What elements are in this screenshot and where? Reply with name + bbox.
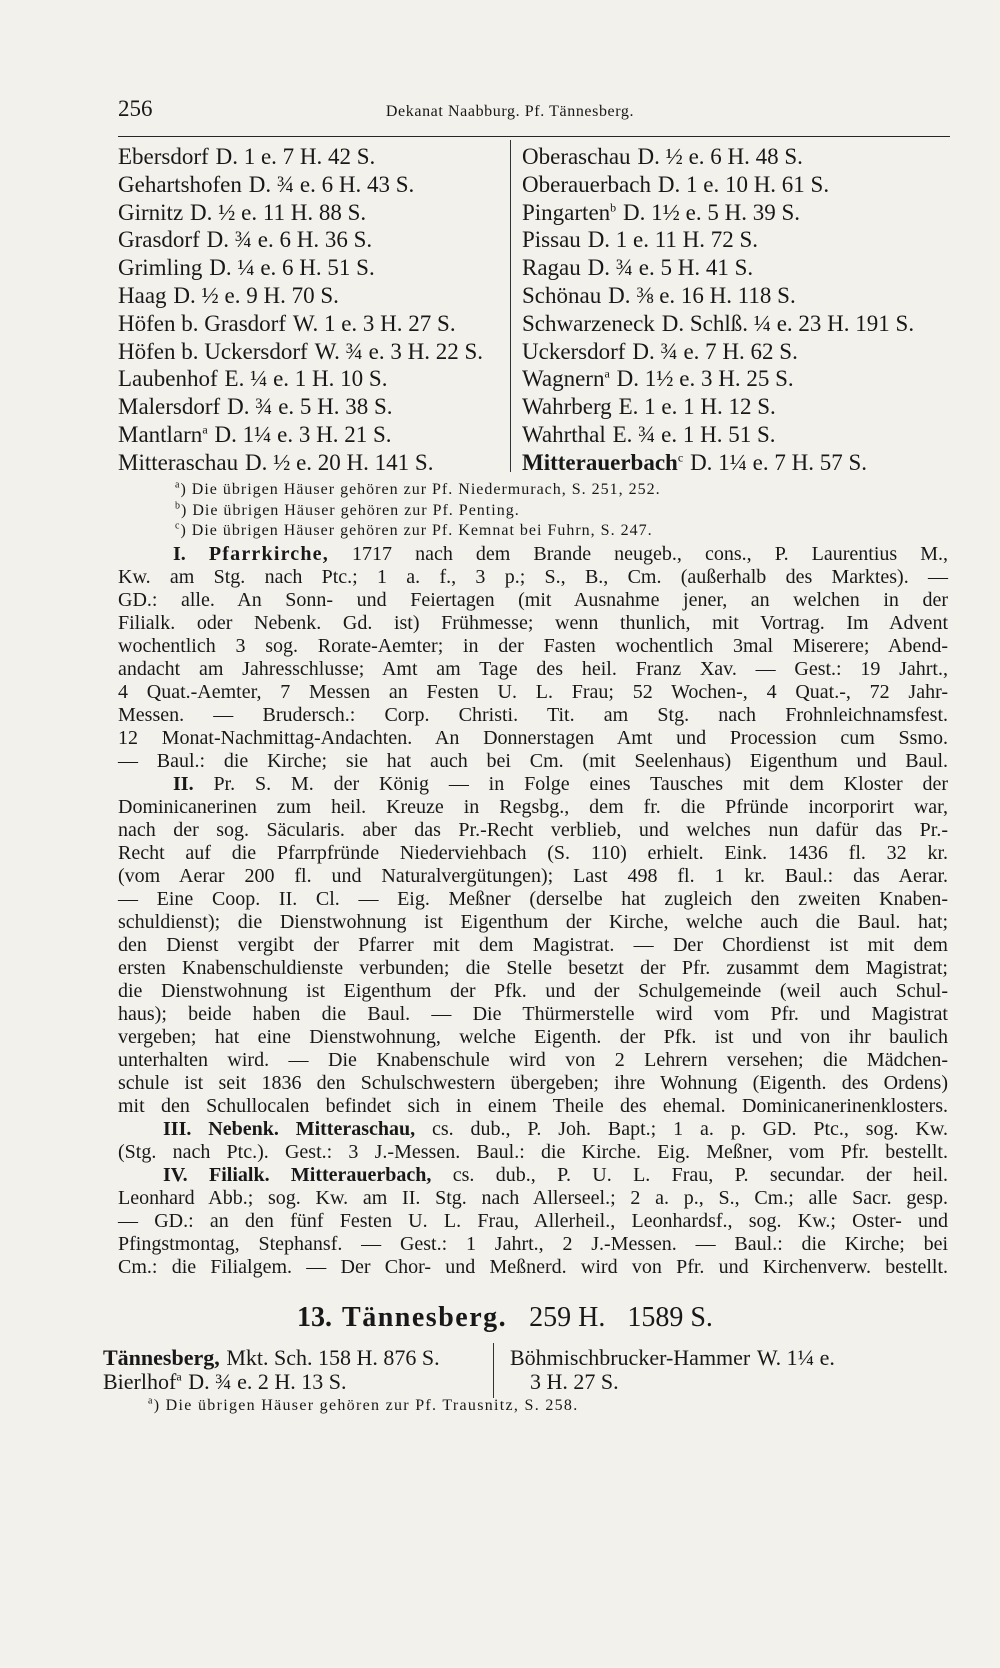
line-text: cs. dub., P. U. L. Frau, P. secundar. der heil. <box>452 1164 949 1186</box>
place-info: E. ¾ e. 1 H. 51 S. <box>612 421 776 447</box>
text-line <box>118 773 948 796</box>
place-info: W. ¾ e. 3 H. 22 S. <box>314 338 484 364</box>
place-info: D. 1½ e. 3 H. 25 S. <box>616 366 794 392</box>
place-name: Ragau <box>522 255 581 281</box>
place-info: D. ¼ e. 6 H. 51 S. <box>209 255 375 281</box>
place-entry <box>522 365 950 393</box>
line-text: 1717 nach dem Brande neugeb., cons., P. Laurentius M., <box>352 543 949 565</box>
place-name: Oberauerbach <box>522 171 651 197</box>
place-info: D. ¾ e. 5 H. 41 S. <box>587 255 754 281</box>
place-entry <box>522 449 950 477</box>
text-line: schuldienst); die Dienstwohnung ist Eigenthum der Kirche, welche auch die Baul. hat; <box>118 911 948 933</box>
place-name: Uckersdorf <box>522 338 626 364</box>
text-line: Kw. am Stg. nach Ptc.; 1 a. f., 3 p.; S., B., Cm. (außerhalb des Marktes). — <box>118 566 948 588</box>
footnote <box>175 521 661 542</box>
place-name: Mitterauerbach <box>522 449 678 475</box>
section-number: IV. <box>163 1164 188 1186</box>
header-rule <box>118 136 950 137</box>
place-name: Girnitz <box>118 199 184 225</box>
place-info: E. ¼ e. 1 H. 10 S. <box>224 366 388 392</box>
place-name: Pissau <box>522 227 581 253</box>
section-title: Pfarrkirche, <box>208 543 329 565</box>
footnote-text: ) Die übrigen Häuser gehören zur Pf. Kemnat bei Fuhrn, S. 247. <box>180 522 653 539</box>
text-line: Leonhard Abb.; sog. Kw. am II. Stg. nach Allerseel.; 2 a. p., S., Cm.; alle Sacr. gesp. <box>118 1187 948 1209</box>
place-info: Mkt. Sch. 158 H. 876 S. <box>226 1345 440 1370</box>
place-footnotes <box>175 480 661 542</box>
place-entry <box>522 226 950 254</box>
place-info: D. ¾ e. 6 H. 43 S. <box>248 171 415 197</box>
place-name: Oberaschau <box>522 144 631 169</box>
text-line: — Eine Coop. II. Cl. — Eig. Meßner (derselbe hat zugleich den zweiten Knaben- <box>118 888 948 910</box>
text-line: Filialk. oder Nebenk. Gd. ist) Frühmesse; wenn thunlich, mit Vortrag. Im Advent <box>118 612 948 634</box>
place-info: D. 1 e. 11 H. 72 S. <box>587 227 759 253</box>
text-line: Pfingstmontag, Stephansf. — Gest.: 1 Jahrt., 2 J.-Messen. — Baul.: die Kirche; bei <box>118 1233 948 1255</box>
place-entry <box>522 393 950 421</box>
place-entry <box>118 365 503 393</box>
place-info: D. ¾ e. 6 H. 36 S. <box>206 227 373 253</box>
place-name: Laubenhof <box>118 366 218 392</box>
place-info: D. 1 e. 7 H. 42 S. <box>215 144 376 169</box>
column-divider <box>510 140 511 472</box>
place-name: Wahrthal <box>522 421 606 447</box>
text-line <box>118 1164 948 1187</box>
text-line: unterhalten wird. — Die Knabenschule wird von 2 Lehrern versehen; die Mädchen- <box>118 1049 948 1071</box>
place-info-continued: 3 H. 27 S. <box>530 1369 619 1394</box>
place-info: D. ½ e. 11 H. 88 S. <box>190 199 367 225</box>
place-name: Ebersdorf <box>118 144 209 169</box>
place-entry <box>522 310 950 338</box>
place-info: W. 1 e. 3 H. 27 S. <box>292 310 456 336</box>
section-heading-souls: 1589 S. <box>627 1302 713 1333</box>
place-entry <box>103 1370 483 1394</box>
section-heading-number: 13. <box>297 1302 333 1333</box>
place-info: D. ¾ e. 5 H. 38 S. <box>227 394 393 420</box>
place-info: D. 1 e. 10 H. 61 S. <box>657 171 830 197</box>
footnote-text: ) Die übrigen Häuser gehören zur Pf. Penting. <box>181 501 520 519</box>
column-divider <box>493 1343 494 1398</box>
place-name: Grimling <box>118 255 203 281</box>
section-number: I. <box>173 543 186 565</box>
place-info: D. 1¼ e. 3 H. 21 S. <box>214 421 392 447</box>
place-entry <box>522 199 950 227</box>
text-line: (vom Aerar 200 fl. und Naturalvergütungen); Last 498 fl. 1 kr. Baul.: das Aerar. <box>118 865 948 887</box>
place-entry <box>118 449 503 477</box>
text-line: mit den Schullocalen befindet sich in einem Theile des ehemal. Dominicanerinenklosters. <box>118 1095 948 1117</box>
footnote-mark: a <box>202 422 208 437</box>
footnote-mark: b <box>610 199 617 214</box>
section-number: III. <box>163 1118 192 1140</box>
place-entry <box>118 421 503 449</box>
place-name: Grasdorf <box>118 227 200 253</box>
text-line: Messen. — Brudersch.: Corp. Christi. Tit. am Stg. nach Frohnleichnamsfest. <box>118 704 948 726</box>
place-list-left <box>118 143 503 477</box>
footnote-mark: c <box>175 520 181 532</box>
place-entry <box>510 1346 950 1370</box>
text-line: 4 Quat.-Aemter, 7 Messen an Festen U. L. Frau; 52 Wochen-, 4 Quat.-, 72 Jahr- <box>118 681 948 703</box>
place-name: Schwarzeneck <box>522 310 655 336</box>
line-text: cs. dub., P. Joh. Bapt.; 1 a. p. GD. Ptc., sog. Kw. <box>432 1118 949 1140</box>
place-name: Mantlarn <box>118 421 203 447</box>
place-name: Tännesberg, <box>103 1345 220 1370</box>
footnote <box>175 501 661 522</box>
text-line: Cm.: die Filialgem. — Der Chor- und Meßnerd. wird von Pfr. und Kirchenverw. bestellt. <box>118 1256 948 1278</box>
section-footnote <box>148 1396 579 1416</box>
footnote-mark: b <box>175 500 181 512</box>
place-info: W. 1¼ e. <box>756 1345 835 1370</box>
place-entry <box>118 282 503 310</box>
text-line: wochentlich 3 sog. Rorate-Aemter; in der Fasten wochentlich 3mal Miserere; Abend- <box>118 635 948 657</box>
section-places-right <box>510 1346 950 1394</box>
place-entry <box>118 338 503 366</box>
page-number: 256 <box>118 96 153 121</box>
place-info: E. 1 e. 1 H. 12 S. <box>618 394 776 420</box>
line-text: Pr. S. M. der König — in Folge eines Tausches mit dem Kloster der <box>213 773 948 795</box>
footnote-mark: a <box>148 1395 154 1407</box>
place-name: Mitteraschau <box>118 449 239 475</box>
place-entry <box>118 226 503 254</box>
section-title: Filialk. Mitterauerbach, <box>209 1164 432 1186</box>
section-heading <box>10 1300 1000 1336</box>
footnote-mark: a <box>176 1369 182 1384</box>
body-text <box>118 543 948 1279</box>
place-list-right <box>522 143 950 477</box>
footnote <box>175 480 661 501</box>
text-line: ersten Knabenschuldienste verbunden; die Stelle besetzt der Pfr. zusammt dem Magistrat; <box>118 957 948 979</box>
place-info: D. ½ e. 6 H. 48 S. <box>637 144 803 169</box>
place-info: D. ½ e. 20 H. 141 S. <box>244 449 434 475</box>
place-entry <box>118 393 503 421</box>
place-entry <box>522 143 950 171</box>
place-info: D. ⅜ e. 16 H. 118 S. <box>608 282 796 308</box>
section-heading-houses: 259 H. <box>529 1302 606 1333</box>
text-line: Recht auf die Pfarrpfründe Niederviehbach (S. 110) erhielt. Eink. 1436 fl. 32 kr. <box>118 842 948 864</box>
text-line: (Stg. nach Ptc.). Gest.: 3 J.-Messen. Baul.: die Kirche. Eig. Meßner, vom Pfr. bestellt. <box>118 1141 948 1163</box>
place-entry <box>522 338 950 366</box>
place-entry <box>118 143 503 171</box>
place-entry <box>522 254 950 282</box>
place-name: Wagnern <box>522 366 605 392</box>
text-line: nach der sog. Säcularis. aber das Pr.-Recht verblieb, und welches nun dafür das Pr.- <box>118 819 948 841</box>
footnote-mark: a <box>604 366 610 381</box>
section-title: Nebenk. Mitteraschau, <box>208 1118 416 1140</box>
text-line: andacht am Jahresschlusse; Amt am Tage des heil. Franz Xav. — Gest.: 19 Jahrt., <box>118 658 948 680</box>
text-line <box>118 543 948 566</box>
place-name: Gehartshofen <box>118 171 242 197</box>
place-info: D. ½ e. 9 H. 70 S. <box>173 282 339 308</box>
text-line <box>118 1118 948 1141</box>
place-name: Bierlhof <box>103 1369 177 1394</box>
place-info: D. ¾ e. 2 H. 13 S. <box>188 1369 347 1394</box>
section-places-left <box>103 1346 483 1394</box>
place-name: Wahrberg <box>522 394 612 420</box>
text-line: GD.: alle. An Sonn- und Feiertagen (mit Ausnahme jener, an welchen in der <box>118 589 948 611</box>
place-info: D. ¾ e. 7 H. 62 S. <box>632 338 798 364</box>
text-line: Dominicanerinen zum heil. Kreuze in Regsbg., dem fr. die Pfründe incorporirt war, <box>118 796 948 818</box>
place-entry <box>103 1346 483 1370</box>
section-heading-name: Tännesberg. <box>342 1302 508 1333</box>
place-name: Böhmischbrucker-Hammer <box>510 1345 751 1370</box>
footnote-mark: c <box>677 450 684 465</box>
place-name: Malersdorf <box>118 394 221 420</box>
place-info: D. Schlß. ¼ e. 23 H. 191 S. <box>661 310 915 336</box>
place-name: Höfen b. Uckersdorf <box>118 338 308 364</box>
place-entry <box>118 171 503 199</box>
place-name: Haag <box>118 282 167 308</box>
place-info: D. 1¼ e. 7 H. 57 S. <box>690 449 868 475</box>
text-line: die Dienstwohnung ist Eigenthum der Pfk. und der Schulgemeinde (weil auch Schul- <box>118 980 948 1002</box>
text-line: — Baul.: die Kirche; sie hat auch bei Cm. (mit Seelenhaus) Eigenthum und Baul. <box>118 750 948 772</box>
footnote-text: ) Die übrigen Häuser gehören zur Pf. Niedermurach, S. 251, 252. <box>180 481 661 498</box>
place-entry <box>118 254 503 282</box>
text-line: — GD.: an den fünf Festen U. L. Frau, Allerheil., Leonhardsf., sog. Kw.; Oster- und <box>118 1210 948 1232</box>
text-line: 12 Monat-Nachmittag-Andachten. An Donnerstagen Amt und Procession cum Ssmo. <box>118 727 948 749</box>
place-name: Schönau <box>522 282 602 308</box>
place-entry <box>522 421 950 449</box>
place-entry <box>522 171 950 199</box>
place-name: Pingarten <box>522 199 611 225</box>
text-line: haus); beide haben die Baul. — Die Thürmerstelle wird vom Pfr. und Magistrat <box>118 1003 948 1025</box>
section-number: II. <box>173 773 194 795</box>
text-line: vergeben; hat eine Dienstwohnung, welche Eigenth. der Pfk. ist und von ihr baulich <box>118 1026 948 1048</box>
footnote-text: ) Die übrigen Häuser gehören zur Pf. Trausnitz, S. 258. <box>153 1397 579 1414</box>
place-entry <box>118 310 503 338</box>
place-name: Höfen b. Grasdorf <box>118 310 286 336</box>
text-line: den Dienst vergibt der Pfarrer mit dem Magistrat. — Der Chordienst ist mit dem <box>118 934 948 956</box>
place-info: D. 1½ e. 5 H. 39 S. <box>623 199 801 225</box>
text-line: schule ist seit 1836 den Schulschwestern übergeben; ihre Wohnung (Eigenth. des Ordens) <box>118 1072 948 1094</box>
place-entry <box>522 282 950 310</box>
footnote-mark: a <box>175 479 181 491</box>
place-entry <box>118 199 503 227</box>
running-title: Dekanat Naabburg. Pf. Tännesberg. <box>385 103 635 120</box>
